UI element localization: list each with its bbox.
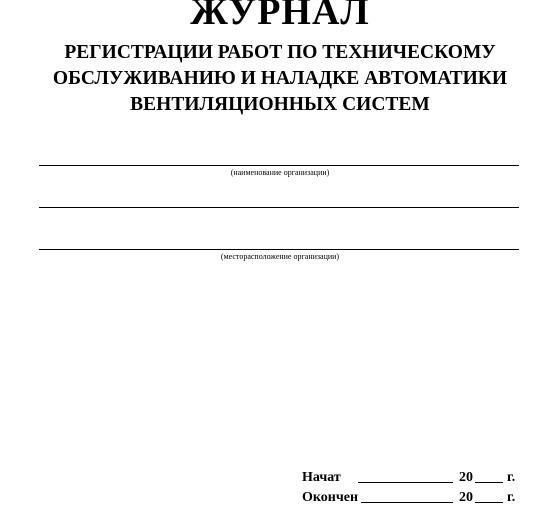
ended-label: Окончен (302, 490, 359, 505)
subtitle-line-1: РЕГИСТРАЦИИ РАБОТ ПО ТЕХНИЧЕСКОМУ (64, 42, 496, 63)
started-label: Начат (302, 470, 341, 485)
subtitle-line-2: ОБСЛУЖИВАНИЮ И НАЛАДКЕ АВТОМАТИКИ (52, 68, 508, 89)
ended-year-blank[interactable] (475, 502, 503, 503)
started-year-suffix: г. (507, 470, 516, 485)
organization-name-line-2[interactable] (39, 207, 519, 208)
ended-year-suffix: г. (507, 490, 516, 505)
document-title: ЖУРНАЛ (190, 0, 370, 33)
started-date-blank[interactable] (358, 482, 453, 483)
organization-location-caption: (месторасположение организации) (220, 252, 340, 261)
ended-year-prefix: 20 (459, 490, 473, 505)
ended-date-blank[interactable] (361, 502, 453, 503)
document-subtitle (20, 40, 540, 118)
started-year-prefix: 20 (459, 470, 473, 485)
started-year-blank[interactable] (475, 482, 503, 483)
organization-location-line[interactable] (39, 249, 519, 250)
subtitle-line-3: ВЕНТИЛЯЦИОННЫХ СИСТЕМ (130, 94, 430, 115)
organization-name-line[interactable] (39, 165, 519, 166)
organization-name-caption: (наименование организации) (230, 168, 330, 177)
